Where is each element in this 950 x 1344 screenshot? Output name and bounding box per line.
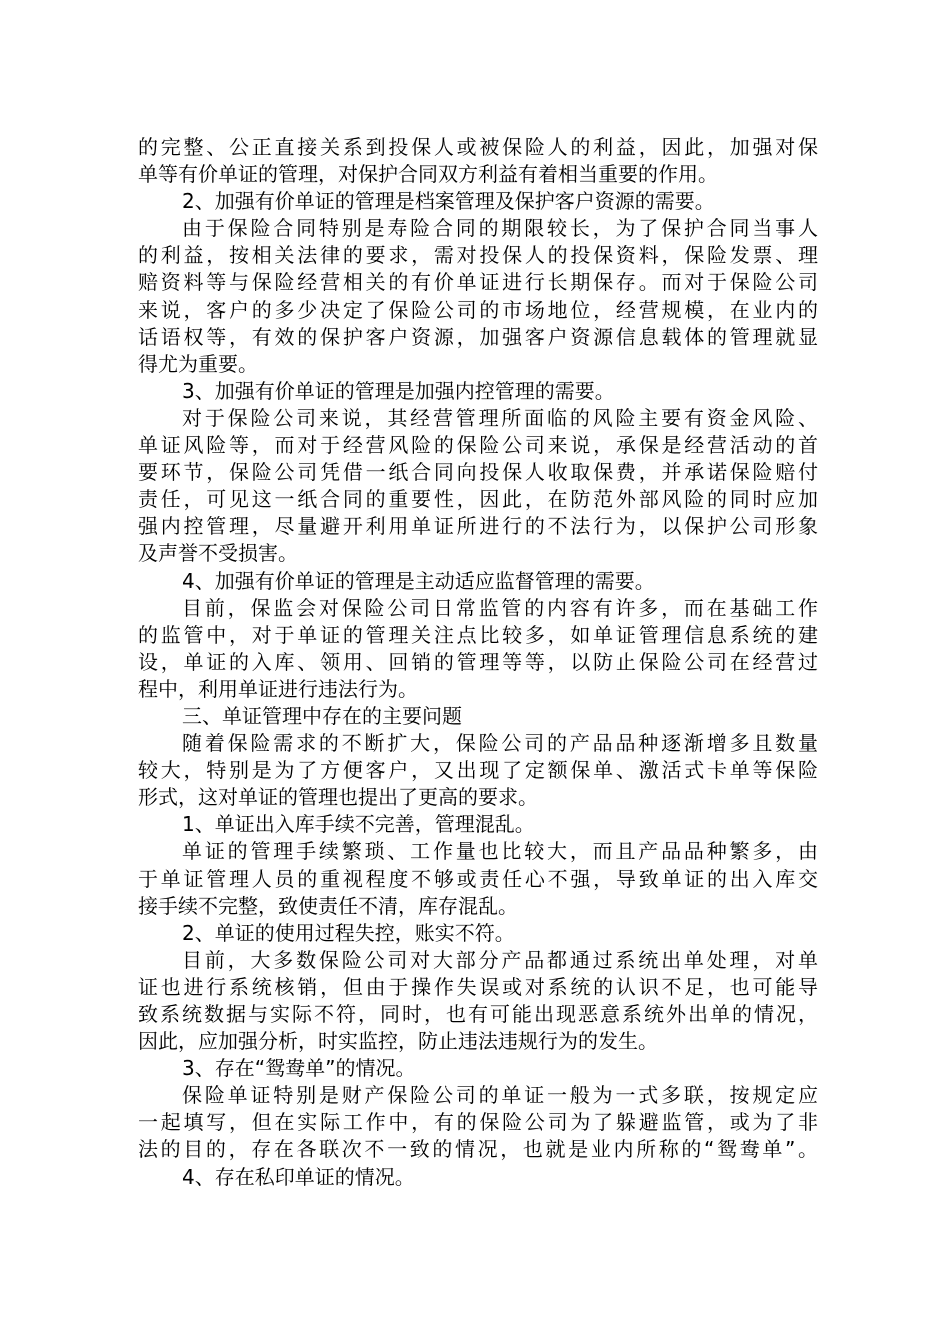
text-line: 目前，保监会对保险公司日常监管的内容有许多，而在基础工作: [182, 595, 818, 620]
text-line: 程中，利用单证进行违法行为。: [138, 676, 418, 701]
text-line: 因此，应加强分析，时实监控，防止违法违规行为的发生。: [138, 1029, 658, 1054]
text-line: 三、单证管理中存在的主要问题: [182, 703, 462, 728]
text-line: 于单证管理人员的重视程度不够或责任心不强，导致单证的出入库交: [138, 866, 818, 891]
text-line: 目前，大多数保险公司对大部分产品都通过系统出单处理，对单: [182, 947, 818, 972]
document-body: [138, 134, 818, 1191]
text-line: 3、加强有价单证的管理是加强内控管理的需要。: [182, 378, 615, 403]
text-line: 2、加强有价单证的管理是档案管理及保护客户资源的需要。: [182, 189, 715, 214]
text-line: 4、加强有价单证的管理是主动适应监督管理的需要。: [182, 568, 655, 593]
text-line: 话语权等，有效的保护客户资源，加强客户资源信息载体的管理就显: [138, 324, 818, 349]
text-line: 由于保险合同特别是寿险合同的期限较长，为了保护合同当事人: [182, 216, 818, 241]
text-line: 得尤为重要。: [138, 351, 258, 376]
text-line: 一起填写，但在实际工作中，有的保险公司为了躲避监管，或为了非: [138, 1110, 818, 1135]
text-line: 接手续不完整，致使责任不清，库存混乱。: [138, 893, 518, 918]
text-line: 3、存在“鸳鸯单”的情况。: [182, 1056, 416, 1081]
text-line: 证也进行系统核销，但由于操作失误或对系统的认识不足，也可能导: [138, 974, 818, 999]
text-line: 2、单证的使用过程失控，账实不符。: [182, 920, 515, 945]
text-line: 设，单证的入库、领用、回销的管理等等，以防止保险公司在经营过: [138, 649, 818, 674]
text-line: 较大，特别是为了方便客户，又出现了定额保单、激活式卡单等保险: [138, 758, 818, 783]
text-line: 法的目的，存在各联次不一致的情况，也就是业内所称的“鸳鸯单”。: [138, 1137, 818, 1162]
text-line: 的完整、公正直接关系到投保人或被保险人的利益，因此，加强对保: [138, 135, 818, 159]
text-line: 对于保险公司来说，其经营管理所面临的风险主要有资金风险、: [182, 405, 818, 430]
text-line: 及声誉不受损害。: [138, 541, 298, 566]
text-line: 单等有价单证的管理，对保护合同双方利益有着相当重要的作用。: [138, 162, 718, 187]
text-line: 保险单证特别是财产保险公司的单证一般为一式多联，按规定应: [182, 1083, 818, 1108]
text-line: 要环节，保险公司凭借一纸合同向投保人收取保费，并承诺保险赔付: [138, 460, 818, 485]
text-line: 形式，这对单证的管理也提出了更高的要求。: [138, 785, 538, 810]
text-line: 1、单证出入库手续不完善，管理混乱。: [182, 812, 535, 837]
text-line: 赔资料等与保险经营相关的有价单证进行长期保存。而对于保险公司: [138, 270, 818, 295]
text-line: 致系统数据与实际不符，同时，也有可能出现恶意系统外出单的情况，: [138, 1002, 818, 1026]
text-line: 单证的管理手续繁琐、工作量也比较大，而且产品品种繁多，由: [182, 839, 818, 864]
text-line: 随着保险需求的不断扩大，保险公司的产品品种逐渐增多且数量: [182, 731, 818, 756]
text-line: 的利益，按相关法律的要求，需对投保人的投保资料，保险发票、理: [138, 243, 818, 268]
text-line: 单证风险等，而对于经营风险的保险公司来说，承保是经营活动的首: [138, 433, 818, 458]
text-line: 强内控管理，尽量避开利用单证所进行的不法行为，以保护公司形象: [138, 514, 818, 539]
text-line: 责任，可见这一纸合同的重要性，因此，在防范外部风险的同时应加: [138, 487, 818, 512]
text-line: 4、存在私印单证的情况。: [182, 1164, 415, 1189]
text-line: 的监管中，对于单证的管理关注点比较多，如单证管理信息系统的建: [138, 622, 818, 647]
text-line: 来说，客户的多少决定了保险公司的市场地位，经营规模，在业内的: [138, 297, 818, 322]
